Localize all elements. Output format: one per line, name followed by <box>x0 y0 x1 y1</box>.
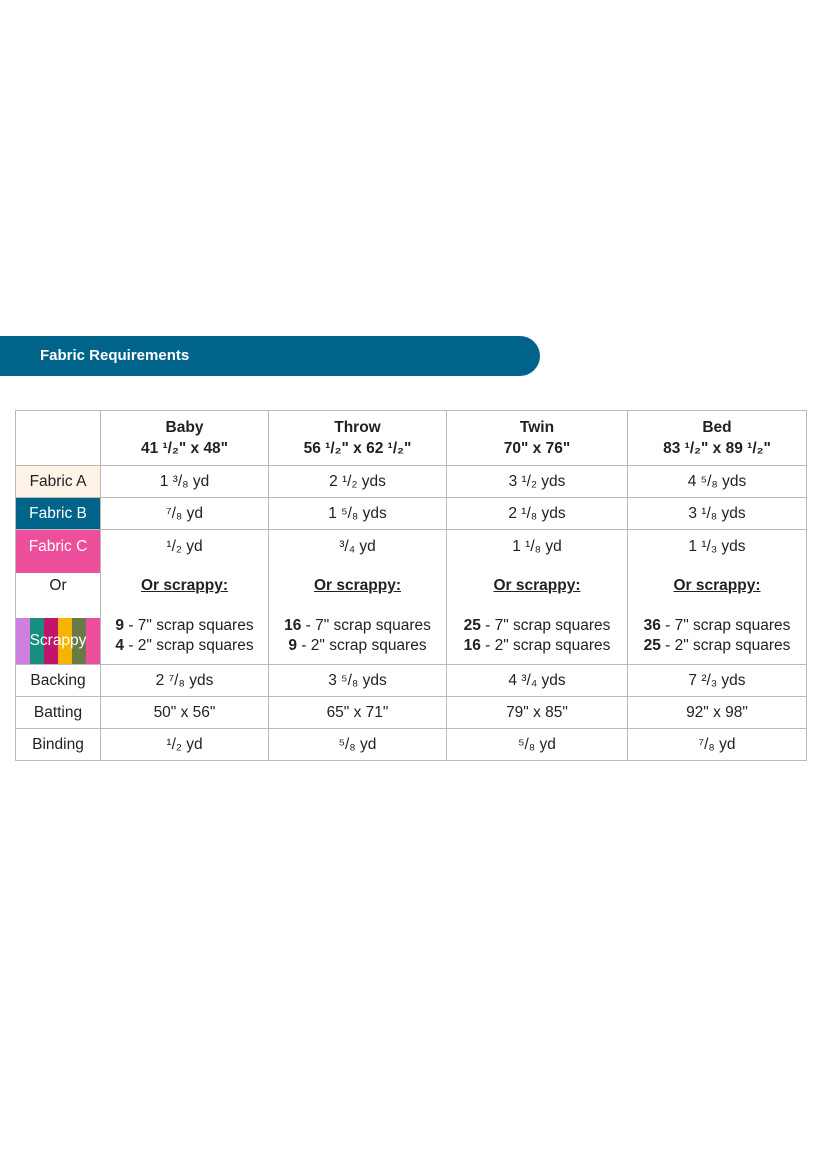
cell: ¹/₂ yd <box>101 729 269 761</box>
fabric-c-value: 1 ¹/₃ yds <box>688 538 746 555</box>
column-header-baby: Baby 41 ¹/₂" x 48" <box>101 411 269 466</box>
cell-block <box>101 530 269 665</box>
fabric-c-value: ³/₄ yd <box>339 538 376 555</box>
row-fabric-a <box>16 466 807 498</box>
cell: 7 ²/₃ yds <box>628 665 807 697</box>
cell: 1 ³/₈ yd <box>101 466 269 498</box>
label-fabric-b: Fabric B <box>16 498 101 530</box>
cell: 2 ¹/₂ yds <box>269 466 447 498</box>
fabric-c-value: ¹/₂ yd <box>166 538 203 555</box>
label-or: Or <box>49 577 67 594</box>
label-fabric-c-block <box>16 530 101 665</box>
cell: 2 ⁷/₈ yds <box>101 665 269 697</box>
column-header-bed: Bed 83 ¹/₂" x 89 ¹/₂" <box>628 411 807 466</box>
scrap-7-line: 25 - 7" scrap squares <box>463 617 611 634</box>
cell-block <box>447 530 628 665</box>
or-scrappy-heading: Or scrappy: <box>313 577 401 594</box>
section-banner <box>0 336 540 376</box>
cell: 3 ⁵/₈ yds <box>269 665 447 697</box>
row-batting <box>16 697 807 729</box>
cell-block <box>628 530 807 665</box>
cell: 3 ¹/₂ yds <box>447 466 628 498</box>
or-scrappy-heading: Or scrappy: <box>673 577 761 594</box>
label-batting: Batting <box>16 697 101 729</box>
cell: ⁵/₈ yd <box>447 729 628 761</box>
scrap-7-line: 9 - 7" scrap squares <box>115 617 254 634</box>
label-binding: Binding <box>16 729 101 761</box>
cell: 4 ³/₄ yds <box>447 665 628 697</box>
cell: 3 ¹/₈ yds <box>628 498 807 530</box>
cell: 79" x 85" <box>447 697 628 729</box>
section-title: Fabric Requirements <box>40 347 190 364</box>
cell: 4 ⁵/₈ yds <box>628 466 807 498</box>
scrap-7-line: 16 - 7" scrap squares <box>284 617 431 634</box>
scrap-2-line: 9 - 2" scrap squares <box>288 637 427 654</box>
cell: 92" x 98" <box>628 697 807 729</box>
column-header-twin: Twin 70" x 76" <box>447 411 628 466</box>
cell: 1 ⁵/₈ yds <box>269 498 447 530</box>
row-backing <box>16 665 807 697</box>
scrap-2-line: 16 - 2" scrap squares <box>463 637 611 654</box>
label-fabric-a: Fabric A <box>16 466 101 498</box>
row-fabric-c-or-scrappy <box>16 530 807 665</box>
header-row <box>16 411 807 466</box>
cell: 50" x 56" <box>101 697 269 729</box>
cell: 65" x 71" <box>269 697 447 729</box>
scrap-7-line: 36 - 7" scrap squares <box>643 617 791 634</box>
row-binding <box>16 729 807 761</box>
cell: ⁵/₈ yd <box>269 729 447 761</box>
fabric-requirements-table <box>15 410 807 761</box>
scrap-2-line: 25 - 2" scrap squares <box>643 637 791 654</box>
fabric-c-value: 1 ¹/₈ yd <box>512 538 562 555</box>
corner-cell <box>16 411 101 466</box>
cell-block <box>269 530 447 665</box>
cell: ⁷/₈ yd <box>628 729 807 761</box>
label-backing: Backing <box>16 665 101 697</box>
or-scrappy-heading: Or scrappy: <box>140 577 228 594</box>
cell: 2 ¹/₈ yds <box>447 498 628 530</box>
label-scrappy: Scrappy <box>29 632 87 649</box>
scrap-2-line: 4 - 2" scrap squares <box>115 637 254 654</box>
column-header-throw: Throw 56 ¹/₂" x 62 ¹/₂" <box>269 411 447 466</box>
scrappy-swatch <box>16 618 100 664</box>
row-fabric-b <box>16 498 807 530</box>
label-fabric-c: Fabric C <box>16 530 100 573</box>
or-scrappy-heading: Or scrappy: <box>493 577 581 594</box>
cell: ⁷/₈ yd <box>101 498 269 530</box>
